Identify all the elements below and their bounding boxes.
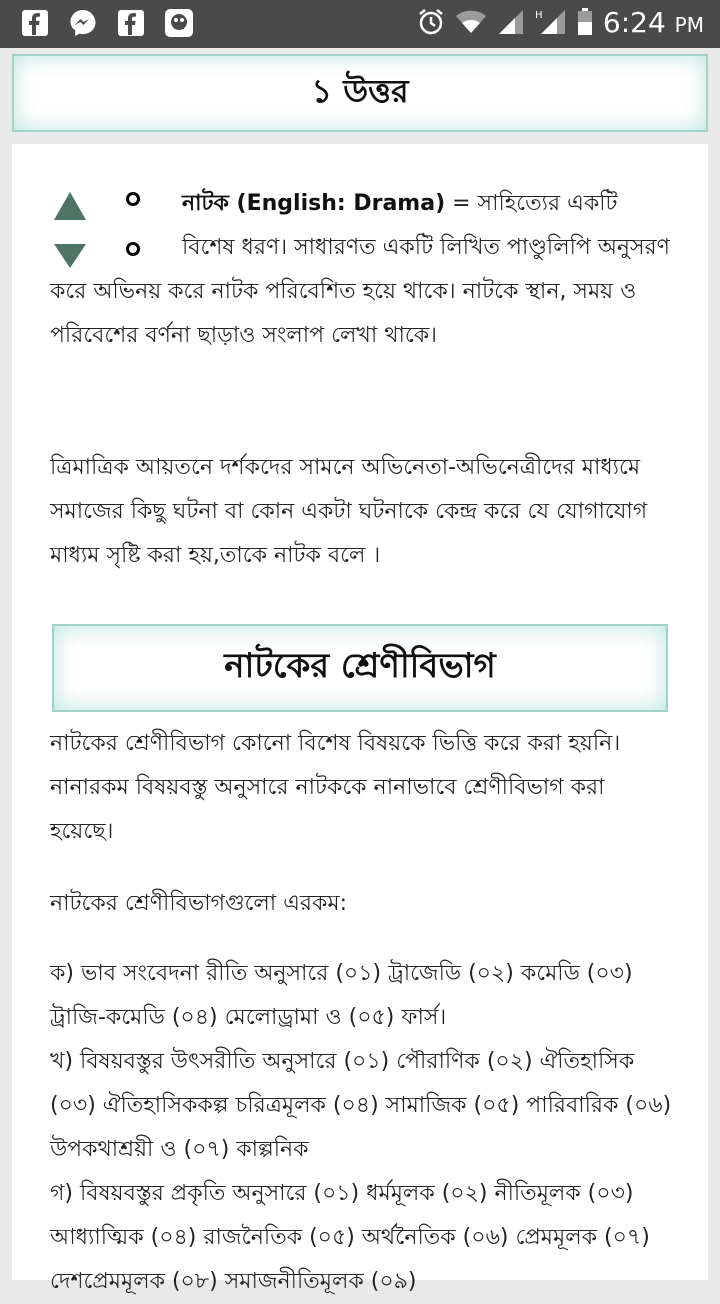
bullet-icon [126, 192, 140, 206]
facebook-icon [116, 8, 146, 38]
section-intro-paragraph: নাটকের শ্রেণীবিভাগ কোনো বিশেষ বিষয়কে ভিত্তি করে করা হয়নি। নানারকম বিষয়বস্তু অনুসারে নাটককে নানাভাবে শ্রেণীবিভাগ করা হয়েছে। [50, 731, 621, 844]
section-title: নাটকের শ্রেণীবিভাগ [224, 645, 496, 686]
list-item: গ) বিষয়বস্তুর প্রকৃতি অনুসারে (০১) ধর্মমূলক (০২) নীতিমূলক (০৩) আধ্যাত্মিক (০৪) রাজনৈতিক (০৫) অর্থনৈতিক (০৬) প্রেমমূলক (০৭) দেশপ্রেমমূলক (০৮) সমাজনীতিমূলক (০৯) [50, 1181, 650, 1294]
clock: 6:24 PM [602, 6, 704, 39]
section-header [52, 624, 668, 712]
list-item: খ) বিষয়বস্তুর উৎসরীতি অনুসারে (০১) পৌরাণিক (০২) ঐতিহাসিক (০৩) ঐতিহাসিককল্প চরিত্রমূলক (০৪) সামাজিক (০৫) পারিবারিক (০৬) উপকথাশ্রয়ী ও (০৭) কাল্পনিক [50, 1049, 672, 1162]
signal-icon [497, 8, 525, 40]
battery-icon [577, 8, 593, 40]
arrow-up-icon[interactable] [54, 192, 86, 220]
intro-term: নাটক (English: Drama) [182, 191, 446, 216]
signal-h-icon [535, 8, 567, 40]
alarm-icon [417, 8, 445, 40]
app-icon [164, 8, 194, 38]
facebook-icon [20, 8, 50, 38]
list-item: ক) ভাব সংবেদনা রীতি অনুসারে (০১) ট্রাজেডি (০২) কমেডি (০৩) ট্রাজি-কমেডি (০৪) মেলোড্রামা ও (০৫) ফার্স। [50, 961, 633, 1030]
intro-line1-rest: = সাহিত্যের একটি [445, 191, 618, 216]
answer-header [12, 54, 708, 132]
page-title: ১ উত্তর [311, 72, 409, 110]
messenger-icon [68, 8, 98, 38]
intro-first-line [182, 182, 672, 226]
svg-text:H: H [534, 10, 543, 21]
intro-paragraph: বিশেষ ধরণ। সাধারণত একটি লিখিত পাণ্ডুলিপি অনুসরণ করে অভিনয় করে নাটক পরিবেশিত হয়ে থাকে। নাটকে স্থান, সময় ও পরিবেশের বর্ণনা ছাড়াও সংলাপ লেখা থাকে। [50, 235, 670, 348]
definition-paragraph: ত্রিমাত্রিক আয়তনে দর্শকদের সামনে অভিনেতা-অভিনেত্রীদের মাধ্যমে সমাজের কিছু ঘটনা বা কোন একটা ঘটনাকে কেন্দ্র করে যে যোগাযোগ মাধ্যম সৃষ্টি করা হয়,তাকে নাটক বলে । [50, 455, 648, 568]
wifi-icon [455, 9, 487, 39]
content-card [12, 144, 708, 1294]
status-bar [0, 0, 720, 48]
list-heading: নাটকের শ্রেণীবিভাগগুলো এরকম: [50, 891, 348, 916]
